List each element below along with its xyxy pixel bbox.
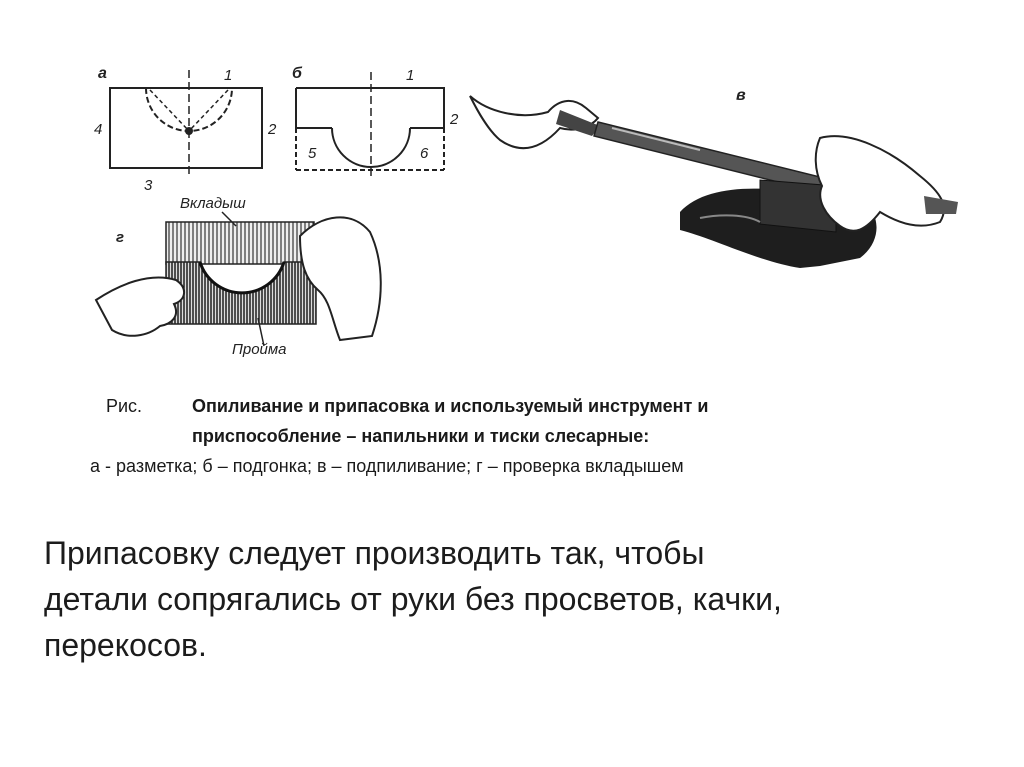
caption-legend: а - разметка; б – подгонка; в – подпиливание; г – проверка вкладышем [90, 456, 684, 476]
body-line-2: детали сопрягались от руки без просветов, качки, [44, 581, 782, 617]
label-a4: 4 [94, 121, 103, 138]
panel-a [110, 70, 262, 176]
label-b1: 1 [406, 67, 415, 84]
label-v: в [736, 87, 746, 104]
panel-b-top [296, 88, 444, 128]
right-hand [816, 136, 944, 231]
body-paragraph [44, 530, 984, 668]
label-a3: 3 [144, 177, 153, 194]
label-b6: 6 [420, 145, 429, 162]
body-line-3: перекосов. [44, 627, 207, 663]
caption-title-line2: приспособление – напильники и тиски слесарные: [192, 426, 650, 446]
label-b: б [292, 65, 302, 82]
left-hand-g [96, 277, 184, 335]
panel-v [470, 96, 958, 268]
label-insert: Вкладыш [180, 195, 246, 212]
drawing-canvas [0, 0, 1024, 380]
panel-g [96, 212, 381, 346]
caption-title-line1: Опиливание и припасовка и используемый инструмент и [192, 396, 709, 416]
body-line-1: Припасовку следует производить так, чтобы [44, 535, 705, 571]
label-a: а [98, 65, 107, 82]
label-opening: Пройма [232, 341, 287, 358]
caption-prefix: Рис. [106, 396, 143, 416]
illustration [0, 0, 1024, 380]
label-b5: 5 [308, 145, 317, 162]
label-a1: 1 [224, 67, 233, 84]
label-b2: 2 [450, 111, 459, 128]
panel-b [296, 72, 444, 178]
label-g: г [116, 229, 125, 246]
insert-part [166, 222, 314, 264]
panel-a-center-mark [186, 128, 192, 134]
label-a2: 2 [268, 121, 277, 138]
